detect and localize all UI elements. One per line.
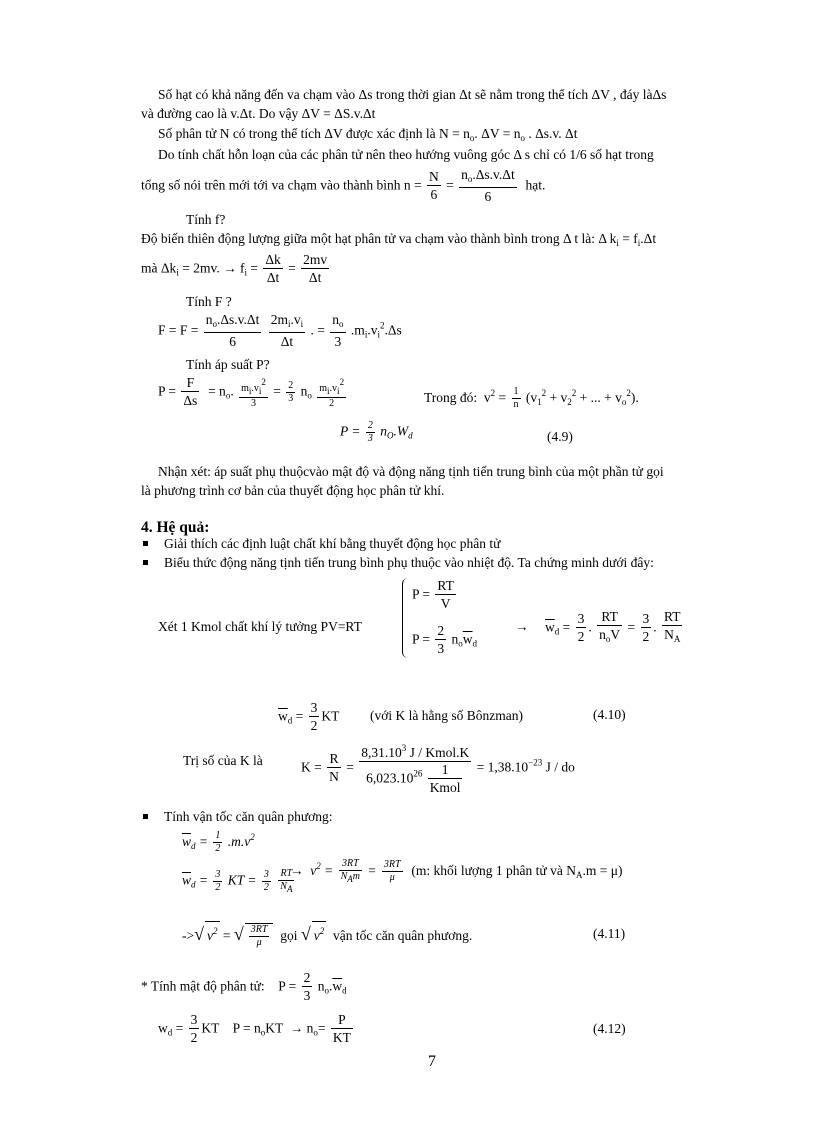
list-item: Biểu thức động năng tịnh tiến trung bình phụ thuộc vào nhiệt độ. Ta chứng minh dưới đây: bbox=[164, 555, 654, 570]
paragraph-text: Xét 1 Kmol chất khí lý tưởng PV=RT bbox=[158, 619, 362, 634]
formula-line: $\overline{w}_d$ = $\frac{3}{2}$ KT = $\frac{3}{2}$ $\frac{RT}{NA}$ bbox=[182, 868, 293, 894]
paragraph-text: Số phân tử N có trong thể tích ΔV được xác định là $N = n_o$. $\Delta V = n_o$ . Δs.v. Δt bbox=[158, 126, 578, 143]
paragraph-text: Tính f? bbox=[186, 212, 226, 227]
equation-number: (4.10) bbox=[593, 707, 626, 722]
formula-line: $\overline{w}_d$ = $\frac{3}{2}$ . $\frac{RT}{n_oV}$ = $\frac{3}{2}$ . $\frac{RT}{N_A}$ bbox=[545, 609, 681, 644]
paragraph-text: Nhận xét: áp suất phụ thuộcvào mật độ và động năng tịnh tiến trung bình của một phần tử gọi bbox=[158, 464, 664, 479]
formula-line: mà $\Delta k_i = 2mv$. → $f_i$ = $\frac{\Delta k}{\Delta t}$ = $\frac{2mv}{\Delta t}$ bbox=[141, 252, 328, 285]
formula-line: P = $\frac{2}{3}$ $n_O.W_d$ bbox=[340, 420, 413, 444]
paragraph-text: Do tính chất hỗn loạn của các phân tử nên theo hướng vuông góc Δ s chỉ có 1/6 số hạt trong bbox=[158, 147, 654, 162]
formula-line: $\overline{w}_d$ = $\frac{3}{2}$ KT bbox=[278, 700, 340, 733]
formula-line: Trong đó: $v^2$ = $\frac{1}{n}$ ($v_1^2 + v_2^2$ + ... + $v_o^2$). bbox=[424, 386, 639, 411]
equation-number: (4.11) bbox=[593, 926, 626, 941]
paragraph-text: Trị số của K là bbox=[183, 753, 263, 768]
paragraph-text: tổng số nói trên mới tới va chạm vào thành bình n = $\frac{N}{6}$ = $\frac{n_o.\Delta s.v.\Delta t}{6}$ hạt. bbox=[141, 167, 546, 204]
system-brace bbox=[402, 578, 411, 658]
formula-line: F = F = $\frac{n_o.\Delta s.v.\Delta t}{6}$ $\frac{2m_i.v_i}{\Delta t}$ . = $\frac{n_o}{3}$ $.m_i.v_i^2.\Delta s$ bbox=[158, 312, 402, 349]
bullet-marker bbox=[143, 560, 148, 565]
formula-line: $w_d$ = $\frac{3}{2}$ KT $P = n_oKT \to n_o=$ $\frac{P}{KT}$ bbox=[158, 1012, 351, 1045]
formula-line: P = $\frac{2}{3}$ $n_o\overline{w}_d$ bbox=[412, 623, 477, 656]
formula-line: ->√ $v^2$ = √ $\frac{3RT}{\mu}$ gọi √ $v^2$ vận tốc căn quân phương. bbox=[182, 921, 472, 949]
arrow-symbol: → bbox=[515, 619, 529, 634]
paragraph-text: (với K là hằng số Bônzman) bbox=[370, 708, 523, 723]
section-heading: 4. Hệ quả: bbox=[141, 519, 210, 536]
paragraph-text: * Tính mật độ phân tử: P = $\frac{2}{3}$ $n_o.\overline{w}_d$ bbox=[141, 970, 347, 1003]
formula-line: K = $\frac{R}{N}$ = 8,31.10$^3$ J / Kmol.K 6,023.10$^{26}$ $\frac{1}{\text{Kmol}}$ = $1,38.10^{-23}$ J / do bbox=[301, 740, 575, 797]
paragraph-text: Tính F ? bbox=[186, 294, 232, 309]
formula-line: P = $\frac{F}{\Delta s}$ = $n_o$. $\frac{mi.vi2}{3}$ = $\frac{2}{3}$ $n_o$ $\frac{mi.vi2}{2}$ bbox=[158, 375, 345, 409]
formula-line: P = $\frac{RT}{V}$ bbox=[412, 578, 454, 611]
paragraph-text: Tính áp suất P? bbox=[186, 357, 270, 372]
paragraph-text: và đường cao là v.Δt. Do vậy ΔV = ΔS.v.Δt bbox=[141, 106, 376, 121]
page-number: 7 bbox=[428, 1053, 436, 1070]
paragraph-text: Số hạt có khả năng đến va chạm vào Δs trong thời gian Δt sẽ nằm trong thể tích ΔV , đáy làΔs bbox=[158, 87, 667, 102]
formula-line: $\overline{w}_d$ = $\frac{1}{2}$ $.m.v^2$ bbox=[182, 830, 255, 855]
formula-line: → $v^2$ = $\frac{3RT}{\text{NAm}}$ = $\frac{3RT}{\mu}$ (m: khối lượng 1 phân tử và $N_A.m = \mu$) bbox=[290, 858, 623, 885]
list-item: Giải thích các định luật chất khí bằng thuyết động học phân tử bbox=[164, 536, 501, 551]
list-item: Tính vận tốc căn quân phương: bbox=[164, 809, 333, 824]
bullet-marker bbox=[143, 814, 148, 819]
bullet-marker bbox=[143, 541, 148, 546]
equation-number: (4.9) bbox=[547, 429, 573, 444]
paragraph-text: là phương trình cơ bản của thuyết động học phân tử khí. bbox=[141, 483, 445, 498]
paragraph-text: Độ biến thiên động lượng giữa một hạt phân tử va chạm vào thành bình trong Δ t là: Δ $k_i = f_i.\Delta t$ bbox=[141, 231, 657, 248]
equation-number: (4.12) bbox=[593, 1021, 626, 1036]
